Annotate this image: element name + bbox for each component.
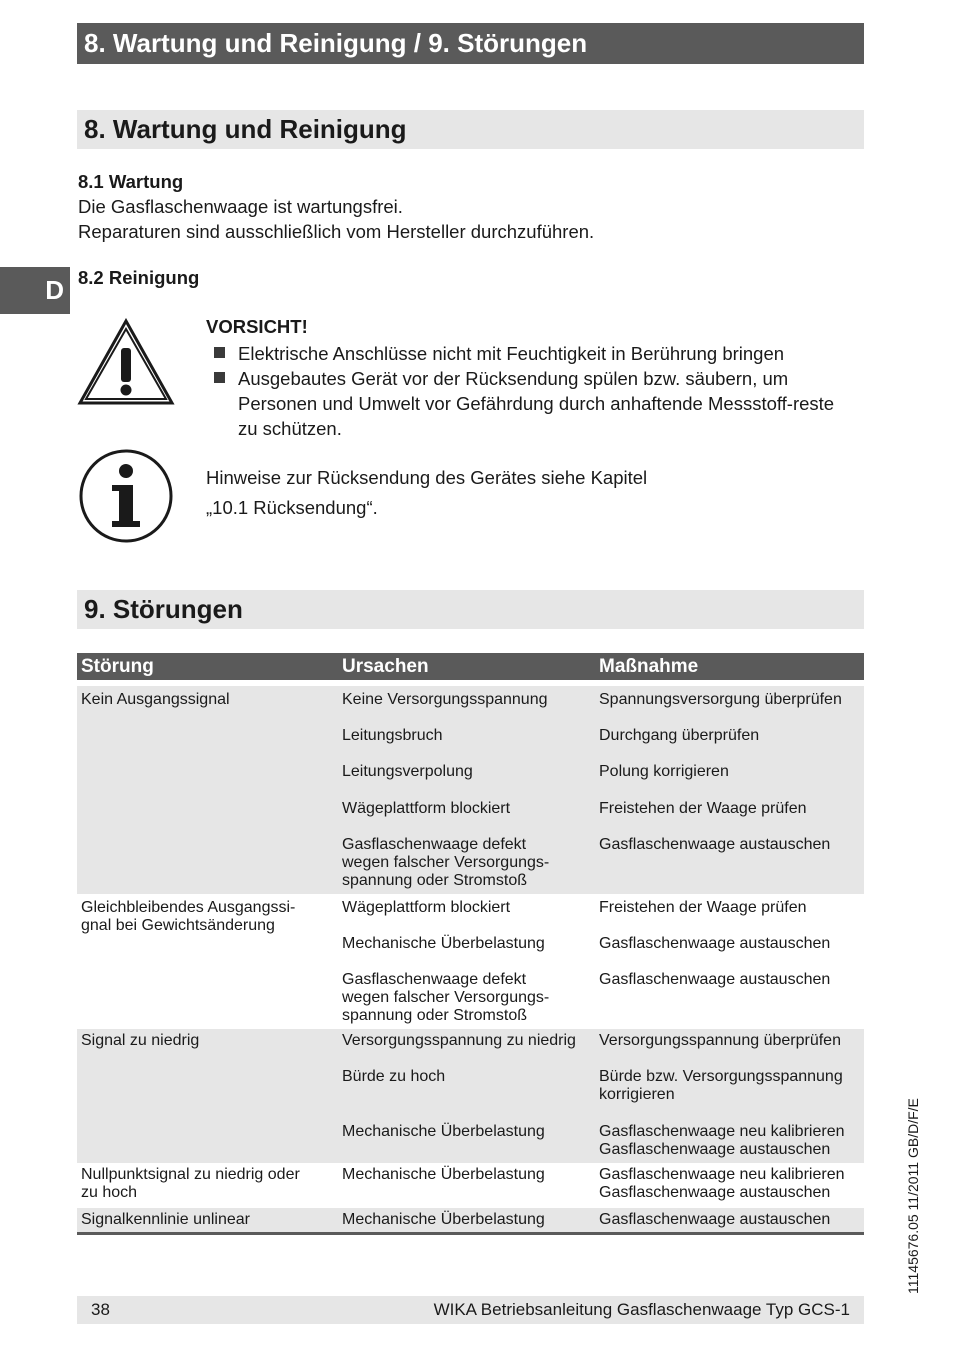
page-header-title: 8. Wartung und Reinigung / 9. Störungen [77, 23, 864, 64]
table-group [77, 1029, 864, 1163]
table-cell-ursache: Gasflaschenwaage defekt wegen falscher Versorgungs- spannung oder Stromstoß [342, 971, 550, 1024]
document-code: 11145676.05 11/2011 GB/D/F/E [905, 1098, 921, 1294]
table-cell-massnahme: Freistehen der Waage prüfen [599, 899, 807, 916]
column-header-massnahme: Maßnahme [599, 656, 699, 677]
table-group [77, 1208, 864, 1232]
table-cell-ursache: Keine Versorgungsspannung [342, 691, 548, 708]
table-cell-stoerung: Gleichbleibendes Ausgangssi- gnal bei Gewichtsänderung [81, 899, 296, 934]
table-bottom-rule [77, 1232, 864, 1235]
table-cell-stoerung: Signalkennlinie unlinear [81, 1211, 251, 1228]
caution-bullet-text: Ausgebautes Gerät vor der Rücksendung spülen bzw. säubern, um Personen und Umwelt vor Gefährdung durch anhaftende Messstoff-reste zu schützen. [238, 368, 835, 439]
table-cell-massnahme: Gasflaschenwaage neu kalibrieren Gasflaschenwaage austauschen [599, 1123, 845, 1158]
table-cell-ursache: Gasflaschenwaage defekt wegen falscher Versorgungs- spannung oder Stromstoß [342, 836, 550, 889]
column-header-stoerung: Störung [81, 656, 154, 677]
caution-title: VORSICHT! [206, 316, 308, 337]
table-cell-massnahme: Gasflaschenwaage austauschen [599, 836, 831, 853]
bullet-square-icon [214, 372, 225, 383]
table-cell-stoerung: Nullpunktsignal zu niedrig oder zu hoch [81, 1166, 300, 1201]
warning-triangle-icon [77, 318, 175, 406]
page-number: 38 [91, 1300, 110, 1319]
table-header-row [77, 653, 864, 680]
info-line-1: Hinweise zur Rücksendung des Gerätes siehe Kapitel [206, 467, 648, 488]
info-line-2: „10.1 Rücksendung“. [206, 497, 378, 518]
table-cell-massnahme: Gasflaschenwaage austauschen [599, 971, 831, 988]
table-cell-ursache: Bürde zu hoch [342, 1068, 446, 1085]
table-cell-massnahme: Polung korrigieren [599, 763, 729, 780]
table-cell-massnahme: Durchgang überprüfen [599, 727, 760, 744]
section-9-title: 9. Störungen [77, 590, 864, 629]
bullet-square-icon [214, 347, 225, 358]
table-cell-ursache: Mechanische Überbelastung [342, 1166, 545, 1183]
table-cell-ursache: Mechanische Überbelastung [342, 935, 545, 952]
table-cell-ursache: Mechanische Überbelastung [342, 1211, 545, 1228]
table-cell-ursache: Leitungsbruch [342, 727, 443, 744]
table-cell-stoerung: Signal zu niedrig [81, 1032, 200, 1049]
footer-title: WIKA Betriebsanleitung Gasflaschenwaage Typ GCS-1 [433, 1300, 850, 1319]
reinigung-heading: 8.2 Reinigung [78, 267, 200, 288]
info-circle-icon [78, 448, 174, 544]
table-cell-ursache: Wägeplattform blockiert [342, 899, 511, 916]
table-group [77, 894, 864, 1029]
table-group [77, 1163, 864, 1208]
table-cell-ursache: Versorgungsspannung zu niedrig [342, 1032, 576, 1049]
table-cell-ursache: Mechanische Überbelastung [342, 1123, 545, 1140]
table-cell-massnahme: Bürde bzw. Versorgungsspannung korrigieren [599, 1068, 843, 1103]
table-cell-massnahme: Gasflaschenwaage austauschen [599, 935, 831, 952]
column-header-ursachen: Ursachen [342, 656, 429, 677]
table-cell-massnahme: Versorgungsspannung überprüfen [599, 1032, 841, 1049]
table-cell-ursache: Wägeplattform blockiert [342, 800, 511, 817]
wartung-line-1: Die Gasflaschenwaage ist wartungsfrei. [78, 196, 403, 217]
table-cell-massnahme: Spannungsversorgung überprüfen [599, 691, 842, 708]
page-footer [77, 1296, 864, 1324]
wartung-line-2: Reparaturen sind ausschließlich vom Hersteller durchzuführen. [78, 221, 595, 242]
section-8-title: 8. Wartung und Reinigung [77, 110, 864, 149]
wartung-heading: 8.1 Wartung [78, 171, 184, 192]
table-cell-stoerung: Kein Ausgangssignal [81, 691, 230, 708]
caution-bullet-text: Elektrische Anschlüsse nicht mit Feuchtigkeit in Berührung bringen [238, 343, 785, 364]
table-cell-massnahme: Freistehen der Waage prüfen [599, 800, 807, 817]
table-cell-ursache: Leitungsverpolung [342, 763, 473, 780]
table-cell-massnahme: Gasflaschenwaage austauschen [599, 1211, 831, 1228]
table-cell-massnahme: Gasflaschenwaage neu kalibrieren Gasflaschenwaage austauschen [599, 1166, 845, 1201]
table-group [77, 686, 864, 894]
language-tab: D [0, 267, 70, 314]
